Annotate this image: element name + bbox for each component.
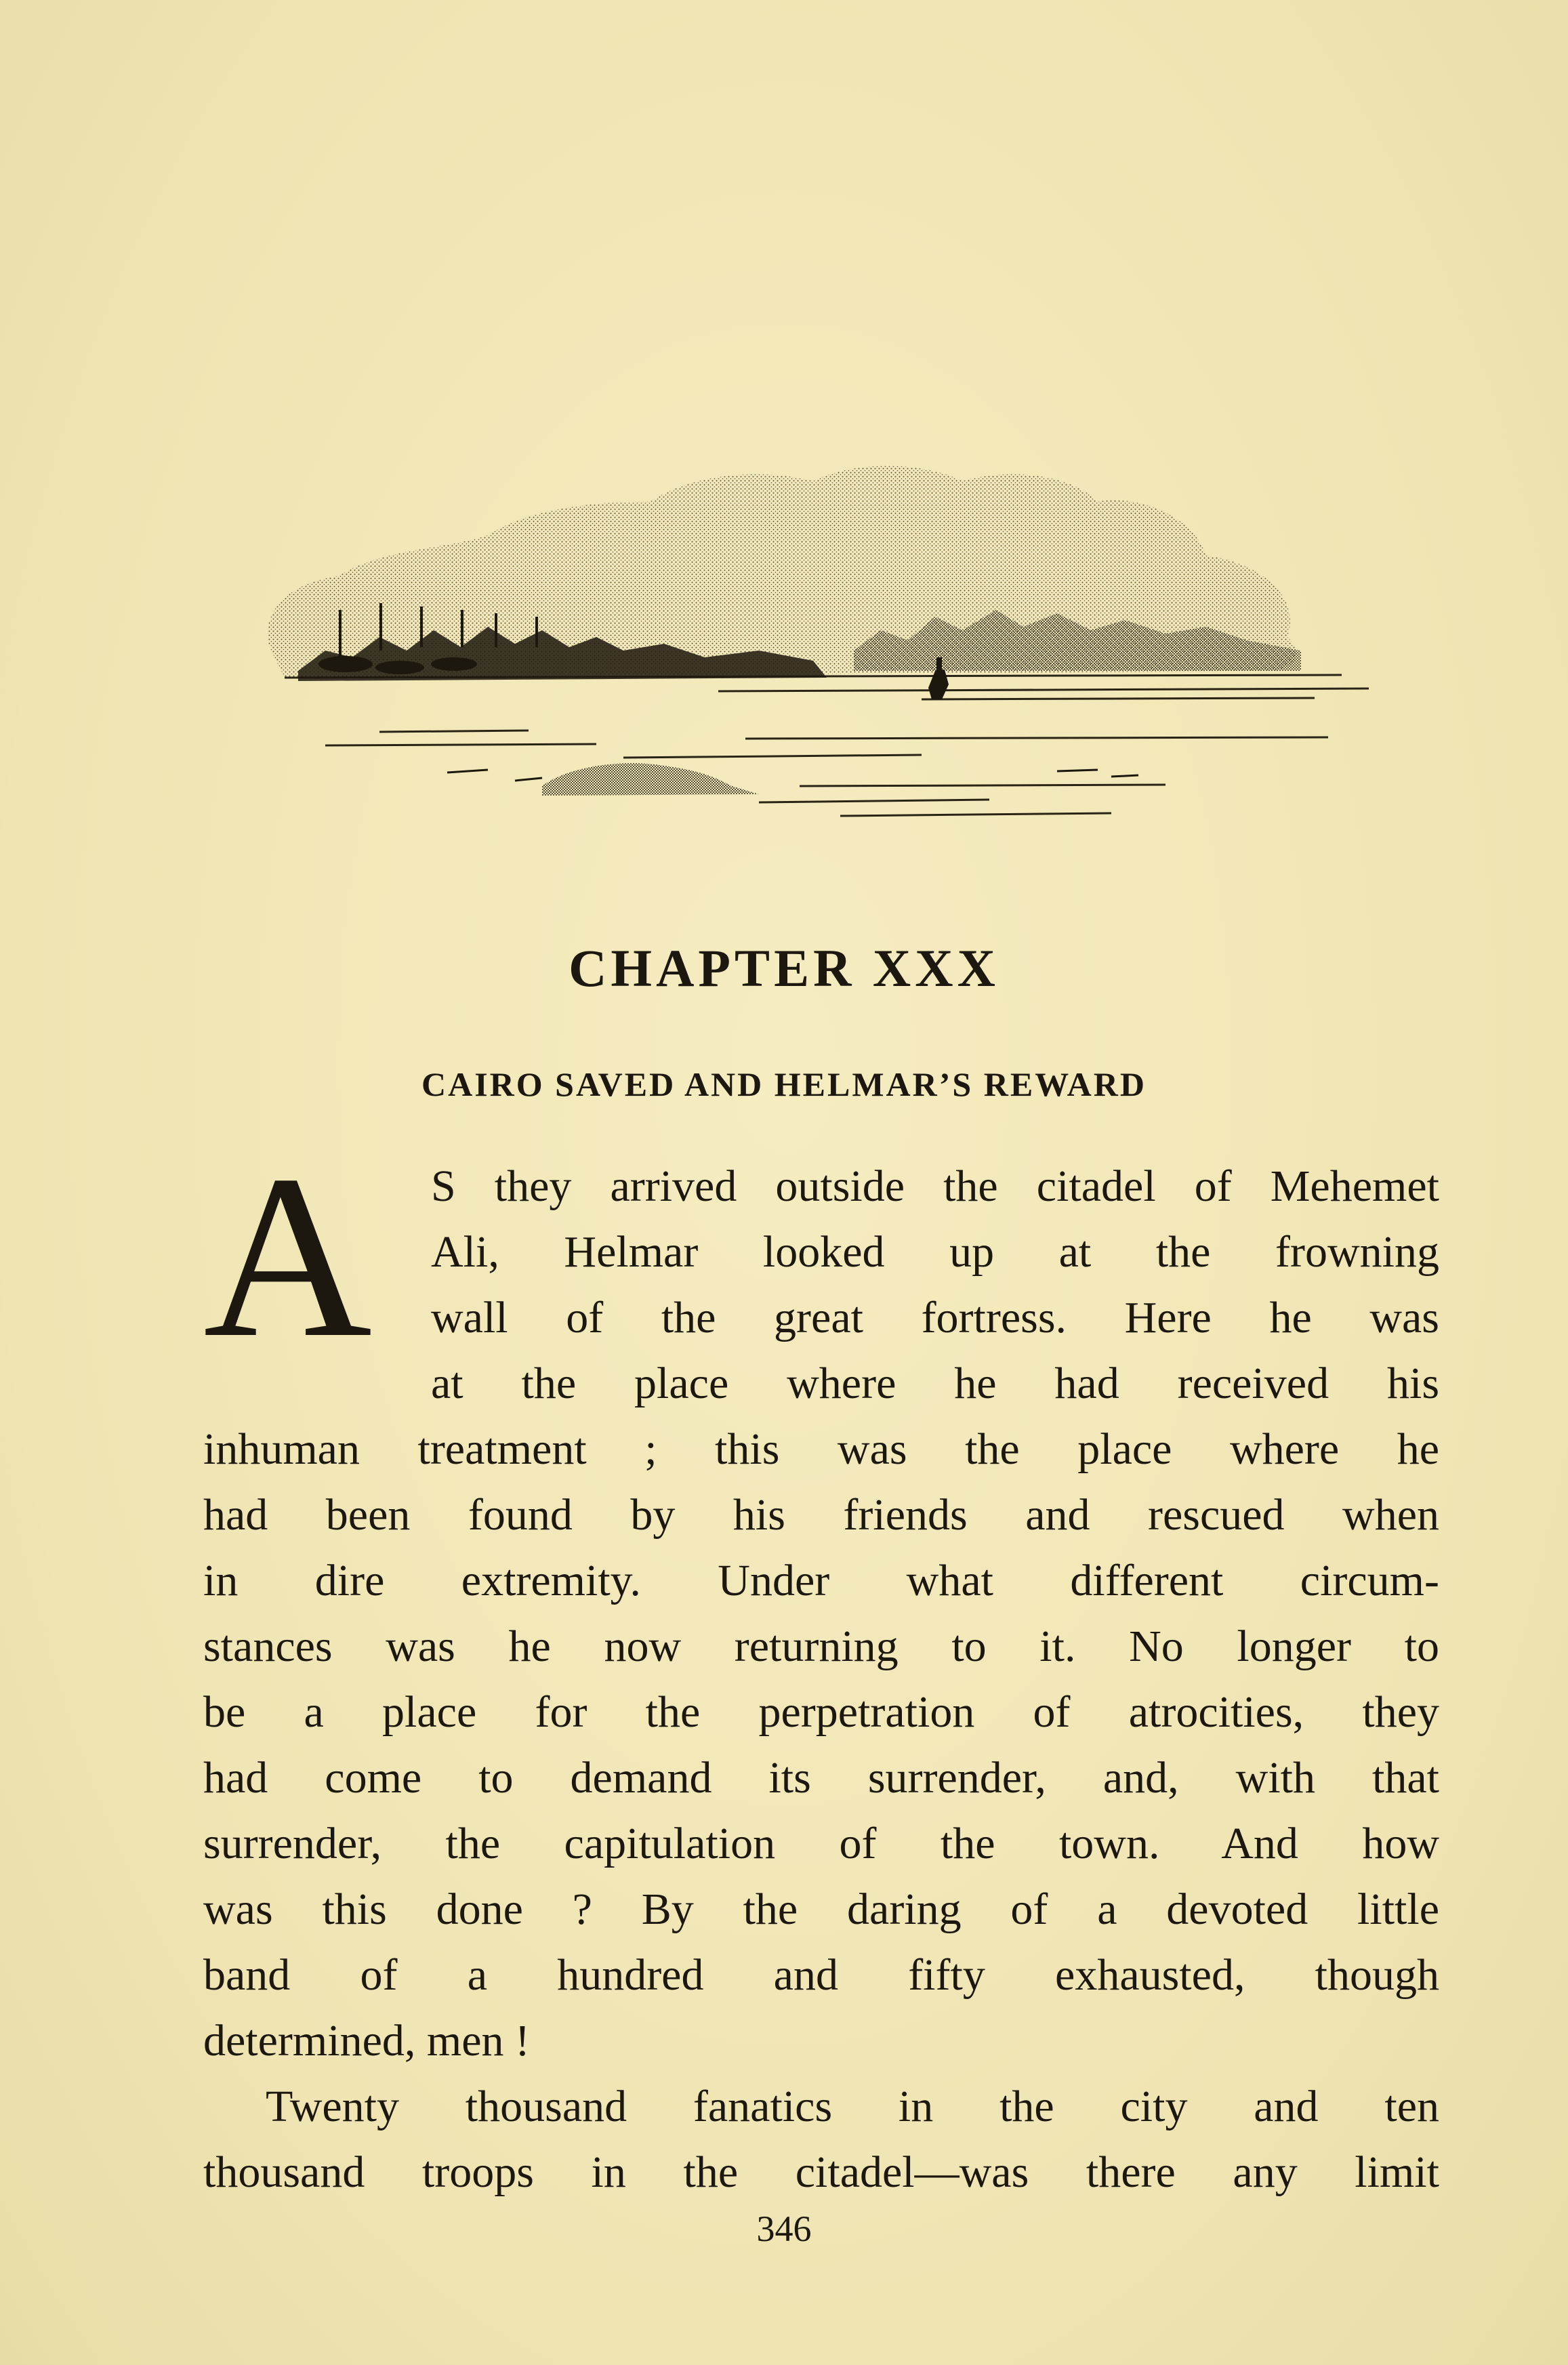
chapter-subtitle: CAIRO SAVED AND HELMAR’S REWARD	[421, 1065, 1147, 1103]
text-line: surrender, the capitulation of the town. And how	[203, 1819, 1439, 1868]
cavalry-approaching-city-illustration	[244, 447, 1437, 854]
text-line: had come to demand its surrender, and, with that	[203, 1753, 1439, 1803]
text-line: was this done ? By the daring of a devoted little	[203, 1885, 1439, 1934]
text-line: determined, men !	[203, 2016, 530, 2065]
page-number: 346	[756, 2208, 812, 2249]
text-line: in dire extremity. Under what different circum-	[203, 1556, 1439, 1605]
text-line: stances was he now returning to it. No longer to	[203, 1622, 1439, 1671]
text-line: S they arrived outside the citadel of Mehemet	[431, 1161, 1439, 1211]
text-line: be a place for the perpetration of atrocities, they	[203, 1687, 1439, 1737]
text-line: band of a hundred and fifty exhausted, though	[203, 1950, 1439, 2000]
text-line: Twenty thousand fanatics in the city and ten	[266, 2082, 1439, 2131]
text-line: inhuman treatment ; this was the place where he	[203, 1424, 1439, 1474]
text-line: thousand troops in the citadel—was there any limit	[203, 2147, 1439, 2197]
chapter-title: CHAPTER XXX	[569, 939, 999, 998]
text-line: at the place where he had received his	[431, 1359, 1439, 1408]
text-line: had been found by his friends and rescued when	[203, 1490, 1439, 1540]
text-line: wall of the great fortress. Here he was	[431, 1293, 1439, 1342]
drop-cap-letter: A	[203, 1127, 373, 1386]
text-line: Ali, Helmar looked up at the frowning	[431, 1227, 1439, 1277]
